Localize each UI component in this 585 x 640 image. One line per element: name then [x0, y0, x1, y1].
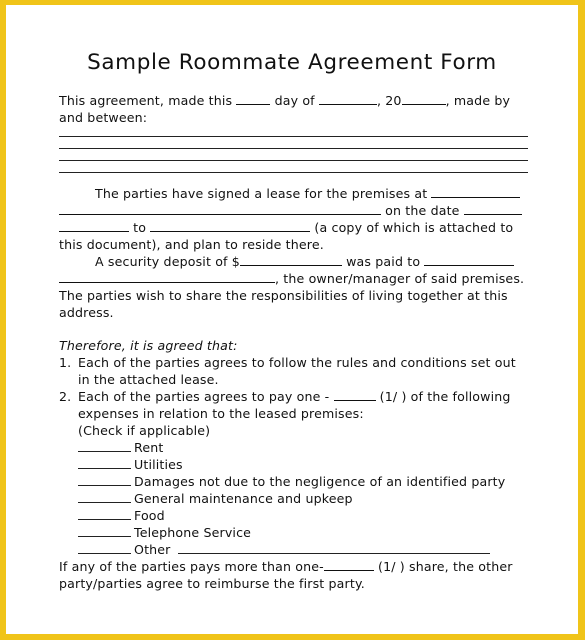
check-blank-food[interactable] — [78, 519, 131, 520]
blank-closing-share[interactable] — [324, 559, 374, 571]
lease-line-2 — [59, 202, 522, 219]
blank-deposit-amount[interactable] — [240, 254, 342, 266]
item-2-line-1 — [78, 388, 511, 405]
deposit-line-4: address. — [59, 305, 114, 320]
blank-premises[interactable] — [431, 186, 520, 198]
lease-line-3 — [59, 219, 513, 236]
item-2-text-pay-one: Each of the parties agrees to pay one - — [78, 389, 330, 404]
expense-telephone: Telephone Service — [134, 525, 252, 540]
check-blank-maintenance[interactable] — [78, 502, 131, 503]
document-title: Sample Roommate Agreement Form — [87, 50, 497, 75]
item-2-text-fraction: (1/ ) of the following — [379, 389, 511, 404]
intro-line-2: and between: — [59, 110, 148, 125]
expense-maintenance: General maintenance and upkeep — [134, 491, 353, 506]
lease-text-premises: The parties have signed a lease for the premises at — [95, 186, 428, 201]
parties-line-1[interactable] — [59, 136, 528, 137]
intro-text-made-this: This agreement, made this — [59, 93, 233, 108]
check-blank-other[interactable] — [78, 553, 131, 554]
blank-start-date[interactable] — [464, 203, 522, 215]
deposit-text-paid-to: was paid to — [346, 254, 421, 269]
deposit-text-amount: A security deposit of $ — [95, 254, 240, 269]
lease-text-copy: (a copy of which is attached to — [314, 220, 514, 235]
expense-food: Food — [134, 508, 165, 523]
lease-text-to: to — [133, 220, 147, 235]
blank-paid-to[interactable] — [424, 254, 514, 266]
intro-text-made-by: , made by — [445, 93, 511, 108]
blank-day[interactable] — [236, 93, 270, 105]
deposit-line-2 — [59, 270, 524, 287]
blank-end-date[interactable] — [150, 220, 310, 232]
item-1-line-1: Each of the parties agrees to follow the rules and conditions set out — [78, 355, 516, 370]
item-1-number: 1. — [59, 355, 72, 370]
deposit-line-1 — [95, 253, 514, 270]
lease-line-4: this document), and plan to reside there. — [59, 237, 324, 252]
expense-utilities: Utilities — [134, 457, 183, 472]
blank-share-count[interactable] — [334, 389, 376, 401]
closing-text-pays-more: If any of the parties pays more than one- — [59, 559, 324, 574]
closing-text-share: (1/ ) share, the other — [378, 559, 513, 574]
blank-year[interactable] — [402, 93, 446, 105]
check-blank-telephone[interactable] — [78, 536, 131, 537]
item-1-line-2: in the attached lease. — [78, 372, 219, 387]
expense-damages: Damages not due to the negligence of an identified party — [134, 474, 506, 489]
check-blank-damages[interactable] — [78, 485, 131, 486]
lease-line-1 — [95, 185, 520, 202]
document-page — [6, 5, 578, 634]
item-2-number: 2. — [59, 389, 72, 404]
agreed-heading: Therefore, it is agreed that: — [59, 338, 238, 353]
deposit-line-3: The parties wish to share the responsibilities of living together at this — [59, 288, 508, 303]
closing-line-2: party/parties agree to reimburse the first party. — [59, 576, 365, 591]
closing-line-1 — [59, 558, 513, 575]
parties-line-3[interactable] — [59, 160, 528, 161]
blank-start-date-cont[interactable] — [59, 220, 129, 232]
parties-line-2[interactable] — [59, 148, 528, 149]
expense-rent: Rent — [134, 440, 164, 455]
parties-line-4[interactable] — [59, 172, 528, 173]
intro-text-day-of: day of — [274, 93, 315, 108]
intro-text-year-prefix: , 20 — [376, 93, 402, 108]
blank-premises-cont[interactable] — [59, 203, 381, 215]
item-2-line-2: expenses in relation to the leased premises: — [78, 406, 364, 421]
expense-other: Other — [134, 542, 171, 557]
blank-other-description[interactable] — [178, 553, 490, 554]
check-blank-rent[interactable] — [78, 451, 131, 452]
item-2-line-3: (Check if applicable) — [78, 423, 211, 438]
deposit-text-owner: , the owner/manager of said premises. — [275, 271, 525, 286]
lease-text-on-date: on the date — [385, 203, 460, 218]
intro-line-1 — [59, 92, 510, 109]
blank-owner-name[interactable] — [59, 271, 275, 283]
check-blank-utilities[interactable] — [78, 468, 131, 469]
blank-month[interactable] — [319, 93, 377, 105]
